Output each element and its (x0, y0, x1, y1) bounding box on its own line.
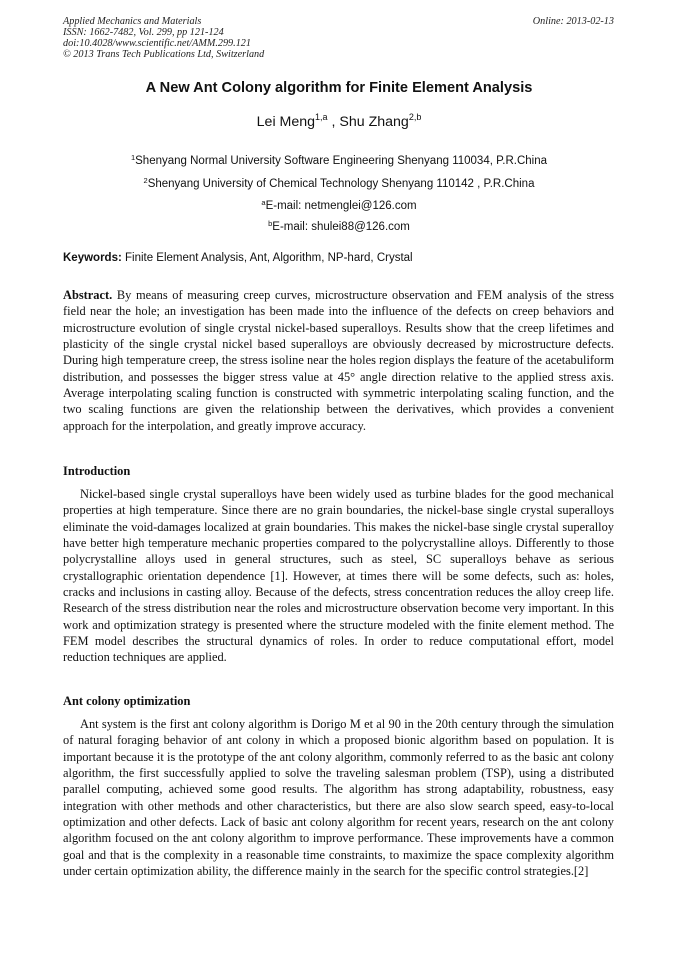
issn-line: ISSN: 1662-7482, Vol. 299, pp 121-124 (63, 27, 224, 38)
journal-name: Applied Mechanics and Materials (63, 16, 202, 27)
online-date: Online: 2013-02-13 (532, 16, 614, 27)
affiliation-1 (0, 155, 678, 167)
abstract-paragraph (63, 287, 614, 434)
email-text: E-mail: shulei88@126.com (272, 221, 410, 233)
introduction-paragraph: Nickel-based single crystal superalloys have been widely used as turbine blades for the good mechanical properties at high temperature. Since there are no grain boundaries, the nickel-base single crystal superalloys eliminate the void-damages localized at grain boundaries. This makes the nickel-base single crystal superalloy have better high temperature mechanic properties compared to the polycrystalline alloys. Differently to those polycrystalline alloys used in general structures, such as steel, SC superalloys behave as serious crystallographic orientation dependence [1]. However, at times there will be some defects, such as: holes, cracks and inclusions in casting alloy. Because of the defects, stress concentration reduces the alloy creep life. Research of the stress distribution near the roles and microstructure observation become very important. In this work and optimization strategy is presented where the structure modeled with the finite element method. The FEM model describes the structural dynamics of roles. In order to reduce computational effort, model reduction techniques are applied. (63, 487, 614, 665)
affiliation-mark: 2 (143, 176, 148, 185)
affiliation-2 (0, 178, 678, 190)
email-text: E-mail: netmenglei@126.com (265, 200, 417, 212)
copyright-line: © 2013 Trans Tech Publications Ltd, Switzerland (63, 49, 265, 60)
affiliation-mark: 1 (130, 153, 136, 162)
author-name: Shu Zhang (339, 114, 409, 130)
doi-line: doi:10.4028/www.scientific.net/AMM.299.121 (63, 38, 251, 49)
author-affiliation-mark: 1,a (315, 112, 328, 122)
email-mark: a (261, 198, 266, 207)
keywords-text: Finite Element Analysis, Ant, Algorithm, NP-hard, Crystal (121, 252, 413, 264)
affiliation-text: Shenyang University of Chemical Technology Shenyang 110142 , P.R.China (147, 178, 535, 190)
affiliation-text: Shenyang Normal University Software Engineering Shenyang 110034, P.R.China (135, 155, 548, 167)
author-separator: , (327, 114, 340, 130)
email-a (0, 200, 678, 212)
journal-header (63, 16, 483, 60)
author-affiliation-mark: 2,b (408, 112, 422, 122)
paper-title: A New Ant Colony algorithm for Finite Element Analysis (145, 80, 533, 96)
email-b (0, 221, 678, 233)
keywords-line (63, 252, 615, 264)
author-name: Lei Meng (256, 114, 316, 130)
abstract-text: By means of measuring creep curves, microstructure observation and FEM analysis of the stress field near the hole; an investigation has been made into the influence of the defects on creep behaviors and microstructure evolution of single crystal nickel-based superalloys. Results show that the creep lifetimes and plasticity of the single crystal nickel based superalloys are obviously decreased by microstructure defects. During high temperature creep, the stress isoline near the holes region displays the feature of the acetabuliform distribution, and possesses the bigger stress value at 45° angle direction relative to the applied stress axis. Average interpolating scaling function is constructed with symmetric interpolating scaling function, and the two scaling functions are given the relationship between the derivatives, which provides a convenient approach for the interpolation, and greatly improve accuracy. (63, 288, 614, 433)
section-heading-ant-colony: Ant colony optimization (63, 694, 191, 708)
email-mark: b (268, 219, 273, 228)
section-heading-introduction: Introduction (63, 464, 131, 478)
author-line (0, 114, 678, 130)
ant-colony-paragraph: Ant system is the first ant colony algorithm is Dorigo M et al 90 in the 20th century through the simulation of natural foraging behavior of ant colony in which a proposed bionic algorithm based on population. It is important because it is the prototype of the ant colony algorithm, commonly referred to as the basic ant colony algorithm, the first successfully applied to solve the traveling salesman problem (TSP), using a distributed parallel computing, achieved some good results. The algorithm has strong adaptability, robustness, easy integration with other methods and other characteristics, but there are also slow search speed, easy-to-local optimization and other defects. Lack of basic ant colony algorithm for recent years, research on the ant colony algorithm focused on the ant colony algorithm to improve performance. These improvements have a common goal and that is the complexity in a reasonable time constraints, to maximize the space complexity algorithm under certain optimization ability, the difference mainly in the search for the specific control strategies.[2] (63, 717, 614, 879)
abstract-label: Abstract. (63, 288, 113, 302)
keywords-label: Keywords: (63, 252, 122, 264)
